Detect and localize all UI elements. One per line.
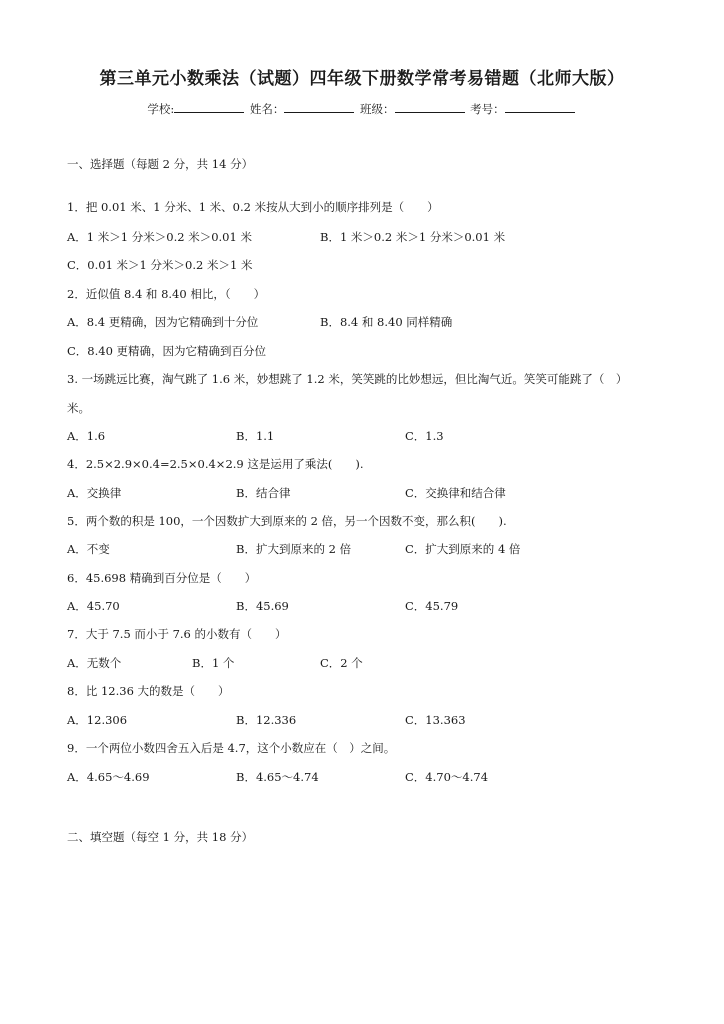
question-stem: 5．两个数的积是 100，一个因数扩大到原来的 2 倍，另一个因数不变，那么积( ). bbox=[67, 514, 507, 528]
option-b[interactable]: B．8.4 和 8.40 同样精确 bbox=[320, 315, 453, 329]
school-blank[interactable] bbox=[174, 101, 244, 113]
question-stem: 8．比 12.36 大的数是（ ） bbox=[67, 684, 230, 698]
option-a[interactable]: A．4.65～4.69 bbox=[67, 770, 150, 784]
class-label: 班级： bbox=[360, 102, 395, 116]
section-heading-fill: 二、填空题（每空 1 分，共 18 分） bbox=[67, 830, 254, 844]
option-c[interactable]: C．8.40 更精确，因为它精确到百分位 bbox=[67, 344, 267, 358]
option-b[interactable]: B．1 个 bbox=[192, 656, 235, 670]
option-b[interactable]: B．1.1 bbox=[236, 429, 275, 443]
option-a[interactable]: A．不变 bbox=[67, 542, 110, 556]
school-label: 学校: bbox=[147, 102, 175, 116]
option-c[interactable]: C．2 个 bbox=[320, 656, 363, 670]
option-c[interactable]: C．扩大到原来的 4 倍 bbox=[405, 542, 521, 556]
question-stem: 6．45.698 精确到百分位是（ ） bbox=[67, 571, 257, 585]
option-b[interactable]: B．45.69 bbox=[236, 599, 289, 613]
option-b[interactable]: B．4.65～4.74 bbox=[236, 770, 319, 784]
exam-no-blank[interactable] bbox=[505, 101, 575, 113]
option-c[interactable]: C．1.3 bbox=[405, 429, 444, 443]
student-info-line bbox=[0, 101, 724, 117]
question-stem: 1．把 0.01 米、1 分米、1 米、0.2 米按从大到小的顺序排列是（ ） bbox=[67, 200, 439, 214]
option-a[interactable]: A．12.306 bbox=[67, 713, 128, 727]
page-title: 第三单元小数乘法（试题）四年级下册数学常考易错题（北师大版） bbox=[99, 69, 625, 89]
option-a[interactable]: A．交换律 bbox=[67, 486, 122, 500]
exam-no-label: 考号： bbox=[470, 102, 505, 116]
option-c[interactable]: C．0.01 米＞1 分米＞0.2 米＞1 米 bbox=[67, 258, 253, 272]
option-a[interactable]: A．1 米＞1 分米＞0.2 米＞0.01 米 bbox=[67, 230, 252, 244]
option-a[interactable]: A．8.4 更精确，因为它精确到十分位 bbox=[67, 315, 259, 329]
option-c[interactable]: C．13.363 bbox=[405, 713, 466, 727]
question-stem-continued: 米。 bbox=[67, 401, 90, 415]
option-b[interactable]: B．扩大到原来的 2 倍 bbox=[236, 542, 352, 556]
option-b[interactable]: B．12.336 bbox=[236, 713, 297, 727]
option-a[interactable]: A．45.70 bbox=[67, 599, 120, 613]
name-blank[interactable] bbox=[284, 101, 354, 113]
question-stem: 9．一个两位小数四舍五入后是 4.7，这个小数应在（ ）之间。 bbox=[67, 741, 396, 755]
option-c[interactable]: C．4.70～4.74 bbox=[405, 770, 489, 784]
name-label: 姓名： bbox=[249, 102, 285, 116]
question-stem: 7．大于 7.5 而小于 7.6 的小数有（ ） bbox=[67, 627, 287, 641]
question-stem: 3. 一场跳远比赛，淘气跳了 1.6 米，妙想跳了 1.2 米，笑笑跳的比妙想远，但比淘气近。笑笑可能跳了（ ） bbox=[67, 372, 628, 386]
class-blank[interactable] bbox=[395, 101, 465, 113]
option-c[interactable]: C．交换律和结合律 bbox=[405, 486, 506, 500]
option-c[interactable]: C．45.79 bbox=[405, 599, 459, 613]
option-b[interactable]: B．1 米＞0.2 米＞1 分米＞0.01 米 bbox=[320, 230, 506, 244]
question-stem: 2．近似值 8.4 和 8.40 相比，（ ） bbox=[67, 287, 266, 301]
section-heading-choice: 一、选择题（每题 2 分，共 14 分） bbox=[67, 157, 254, 171]
question-stem: 4．2.5×2.9×0.4=2.5×0.4×2.9 这是运用了乘法( ). bbox=[67, 457, 364, 471]
option-b[interactable]: B．结合律 bbox=[236, 486, 291, 500]
option-a[interactable]: A．1.6 bbox=[67, 429, 106, 443]
option-a[interactable]: A．无数个 bbox=[67, 656, 122, 670]
